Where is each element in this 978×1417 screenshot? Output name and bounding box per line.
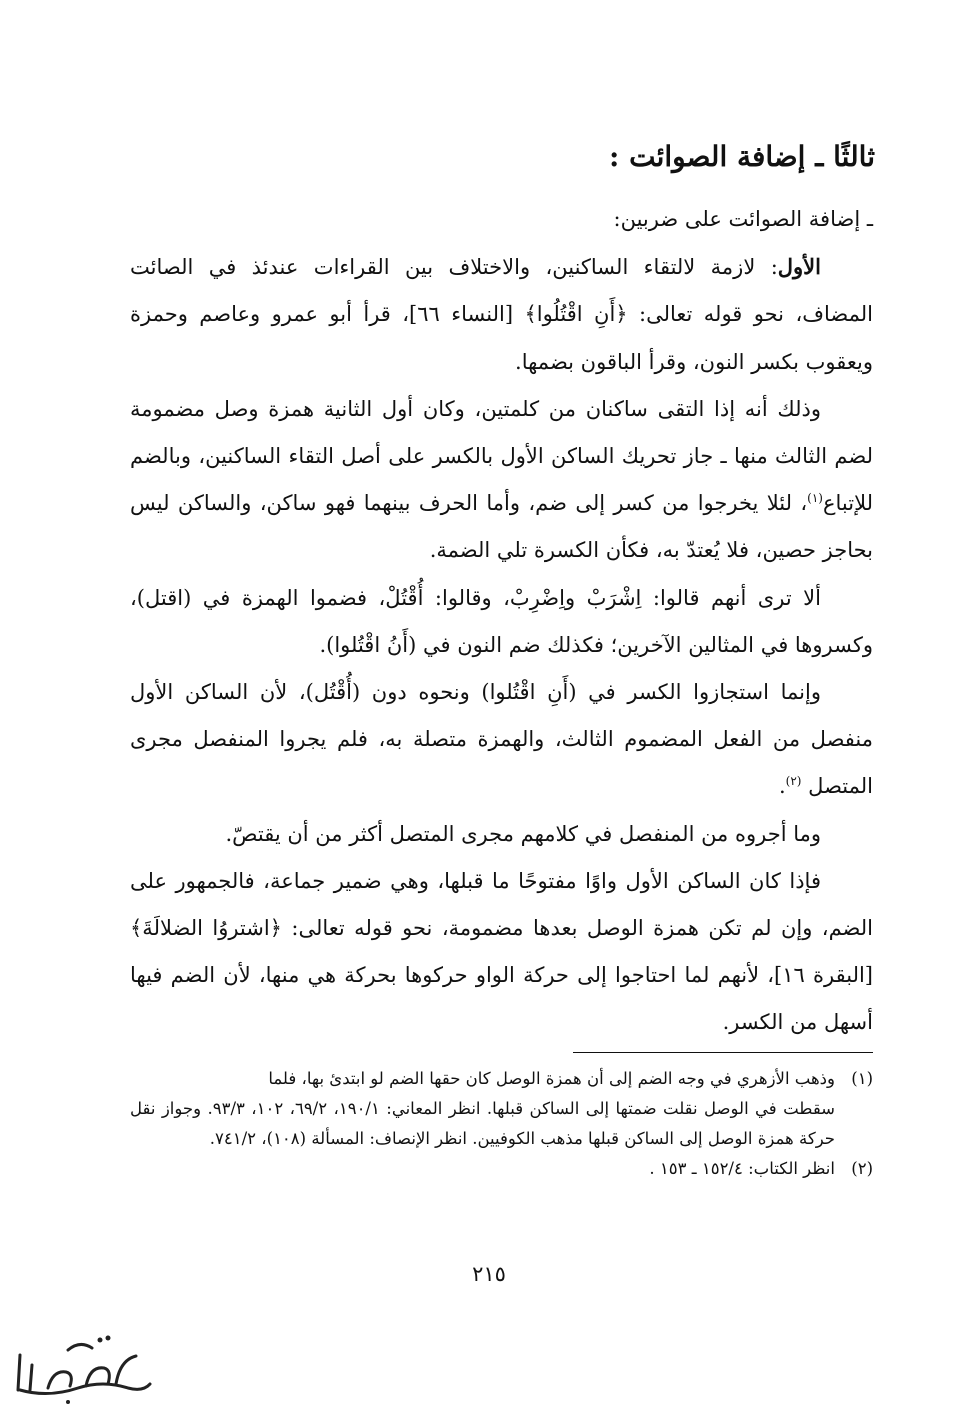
page-number: ٢١٥ <box>472 1262 506 1286</box>
body-text <box>130 196 873 1047</box>
paragraph-waw: فإذا كان الساكن الأول واوًا مفتوحًا ما قبلها، وهي ضمير جماعة، فالجمهور على الضم، وإن لم تكن همزة الوصل بعدها مضمومة، نحو قوله تعالى: ﴿اشتروُا الضلالَةَ﴾ [البقرة ١٦]، لأنهم لما احتاجوا إلى حركة الواو حركوها بحركة هي منها، لأن الضم فيها أسهل من الكسر. <box>130 868 874 1035</box>
footnote-1-first-line: وذهب الأزهري في وجه الضم إلى أن همزة الوصل كان حقها الضم لو ابتدئ بها، فلما <box>268 1069 835 1088</box>
first-type-text: : لازمة لالتقاء الساكنين، والاختلاف بين القراءات عندئذ في الصائت المضاف، نحو قوله تعالى: ﴿أَنِ اقْتُلُوا﴾ [النساء ٦٦]، قرأ أبو عمرو وعاصم وحمزة ويعقوب بكسر النون، وقرأ الباقون بضمها. <box>130 255 873 374</box>
footnote-2-text: انظر الكتاب: ١٥٢/٤ ـ ١٥٣ . <box>649 1159 835 1178</box>
explanation-text: وذلك أنه إذا التقى ساكنان من كلمتين، وكان أول الثانية همزة وصل مضمومة لضم الثالث منها ـ جاز تحريك الساكن الأول بالكسر على أصل التقاء الساكنين، وبالضم للإتباع <box>130 396 873 516</box>
footnote-ref-1[interactable]: (١) <box>807 491 823 506</box>
footnote-2-number: (٢) <box>851 1159 873 1178</box>
calligraphy-logo <box>8 1310 158 1410</box>
intro-line: ـ إضافة الصوائت على ضربين: <box>613 207 873 231</box>
section-heading: ثالثًا ـ إضافة الصوائت : <box>609 140 875 173</box>
separation-text: وإنما استجازوا الكسر في (أَنِ اقْتُلوا) ونحوه دون (أُقْتُل)، لأن الساكن الأول منفصل من الفعل المضموم الثالث، والهمزة متصلة به، فلم يجروا المنفصل مجرى المتصل <box>130 680 873 799</box>
footnote-1-number: (١) <box>851 1069 873 1088</box>
paragraph-examples: ألا ترى أنهم قالوا: اِشْرَبْ واِضْرِبْ، وقالوا: أُقْتُلْ، فضموا الهمزة في (اقتل)، وكسروها في المثالين الآخرين؛ فكذلك ضم النون في (أَنُ اقْتُلوا). <box>130 585 873 657</box>
paragraph-separation <box>130 669 873 811</box>
footnotes <box>130 1064 873 1184</box>
first-type-label: الأول <box>777 254 821 280</box>
footnote-2 <box>130 1154 873 1184</box>
footnote-ref-2[interactable]: (٢) <box>785 774 802 789</box>
footnote-divider <box>573 1052 873 1053</box>
separation-end: . <box>778 774 786 799</box>
footnote-1-continuation: سقطت في الوصل نقلت ضمتها إلى الساكن قبلها. انظر المعاني: ١٩٠/١، ٦٩/٢، ١٠٢، ٩٣/٣. وجواز نقل حركة همزة الوصل إلى الساكن قبلها مذهب الكوفيين. انظر الإنصاف: المسألة (١٠٨)، ٧٤١/٢. <box>130 1099 836 1148</box>
explanation-text-cont: ، لئلا يخرجوا من كسر إلى ضم، وأما الحرف بينهما فهو ساكن، والساكن ليس بحاجز حصين، فلا يُعتدّ به، فكأن الكسرة تلي الضمة. <box>130 491 873 563</box>
paragraph-explanation <box>130 386 873 575</box>
paragraph-first-type <box>130 243 873 386</box>
footnote-1 <box>130 1064 873 1094</box>
paragraph-usage: وما أجروه من المنفصل في كلامهم مجرى المتصل أكثر من أن يقتصّ. <box>225 821 821 846</box>
